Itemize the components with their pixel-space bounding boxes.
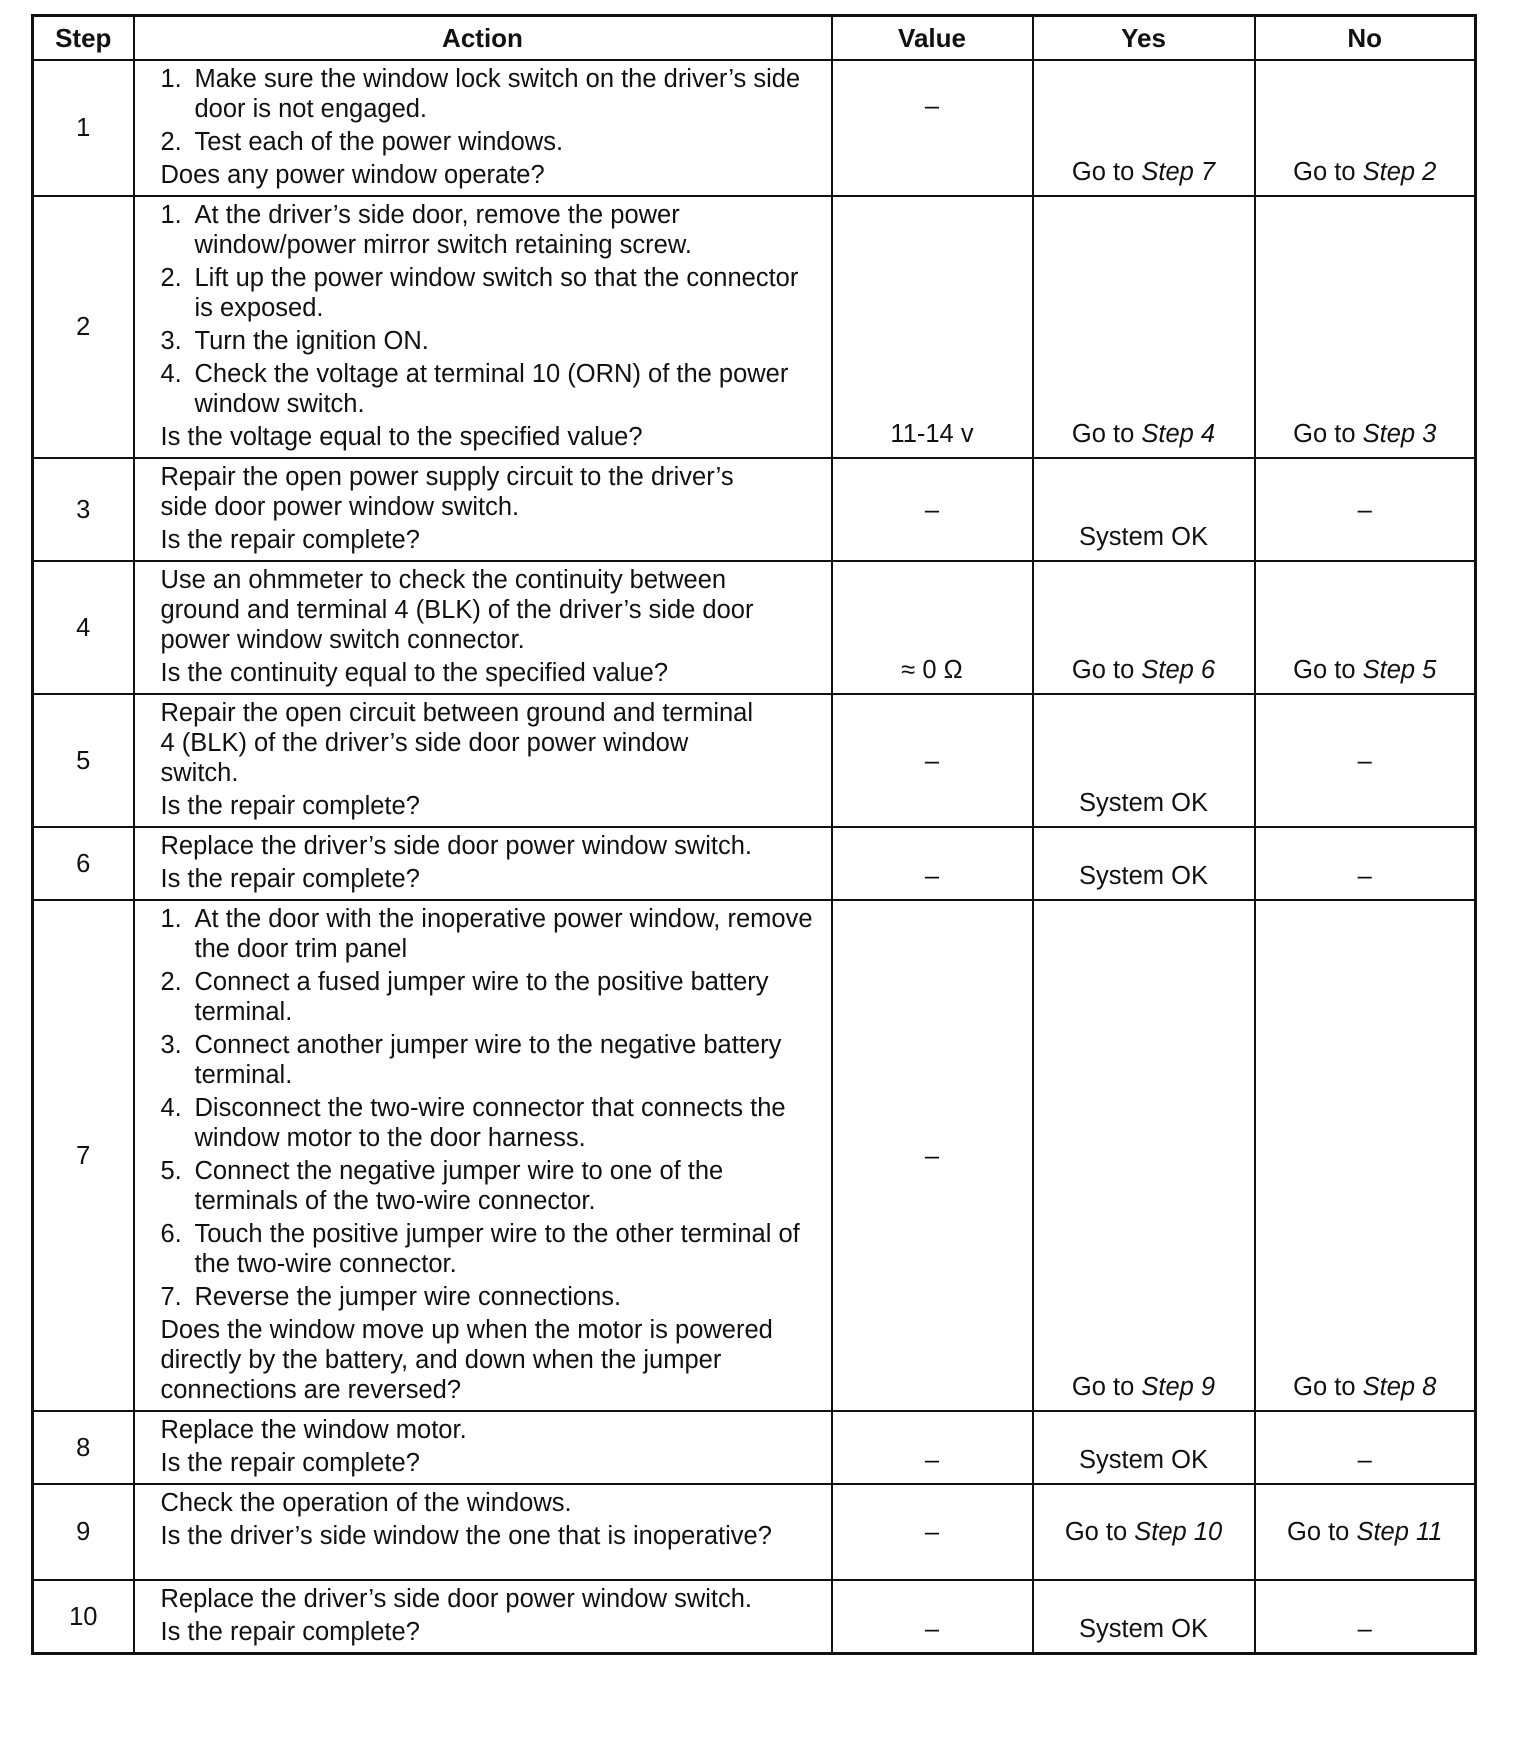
go-to-target-step: Step 2: [1362, 158, 1437, 186]
action-cell: [134, 1411, 832, 1484]
go-to-link[interactable]: [1293, 1373, 1436, 1401]
go-to-prefix: Go to: [1064, 1518, 1128, 1546]
yes-outcome-cell: [1033, 827, 1255, 900]
action-question: Does the window move up when the motor is powered directly by the battery, and down when the jumper connections are reversed?: [160, 1316, 773, 1404]
yes-outcome-cell: [1033, 561, 1255, 694]
spec-value: –: [832, 900, 1033, 1411]
troubleshooting-table: [31, 14, 1477, 1655]
action-question: Is the continuity equal to the specified value?: [160, 659, 668, 687]
action-step-item: [161, 263, 821, 323]
no-outcome-cell: [1255, 196, 1476, 458]
step-number: 10: [33, 1580, 134, 1654]
action-text-line: ground and terminal 4 (BLK) of the driver’s side door: [160, 596, 754, 624]
no-outcome-cell: [1255, 900, 1476, 1411]
spec-value: –: [832, 1484, 1033, 1580]
action-step-text: Make sure the window lock switch on the driver’s side door is not engaged.: [194, 65, 801, 123]
action-step-text: Turn the ignition ON.: [194, 327, 429, 355]
action-cell: [134, 694, 832, 827]
action-question: Is the repair complete?: [160, 526, 420, 554]
action-text-line: Repair the open circuit between ground and terminal: [160, 699, 754, 727]
step-number: 6: [33, 827, 134, 900]
go-to-link[interactable]: [1065, 1518, 1222, 1546]
action-step-text: Connect another jumper wire to the negative battery terminal.: [194, 1031, 782, 1089]
no-outcome-text: –: [1357, 1446, 1372, 1474]
action-step-text: Reverse the jumper wire connections.: [194, 1283, 622, 1311]
go-to-prefix: Go to: [1293, 420, 1356, 448]
go-to-target-step: Step 3: [1362, 420, 1437, 448]
action-step-number: 1.: [160, 201, 182, 229]
action-step-item: [161, 1093, 821, 1153]
go-to-target-step: Step 5: [1362, 656, 1437, 684]
action-cell: [134, 561, 832, 694]
go-to-target-step: Step 6: [1141, 656, 1216, 684]
table-row: [33, 561, 1476, 694]
action-cell: [134, 900, 832, 1411]
action-step-item: [161, 967, 821, 1027]
no-outcome-cell: [1255, 561, 1476, 694]
step-number: 2: [33, 196, 134, 458]
go-to-prefix: Go to: [1071, 1373, 1135, 1401]
action-cell: [134, 60, 832, 196]
yes-outcome-cell: [1033, 694, 1255, 827]
action-question: Is the voltage equal to the specified value?: [160, 423, 643, 451]
yes-outcome-cell: [1033, 196, 1255, 458]
go-to-link[interactable]: [1293, 420, 1436, 448]
yes-outcome-text: System OK: [1079, 789, 1208, 817]
action-step-item: [161, 127, 821, 157]
action-text-line: Use an ohmmeter to check the continuity between: [160, 566, 727, 594]
action-question: Is the repair complete?: [160, 792, 420, 820]
table-row: [33, 900, 1476, 1411]
spec-value: 11-14 v: [832, 196, 1033, 458]
step-number: 9: [33, 1484, 134, 1580]
go-to-link[interactable]: [1072, 656, 1215, 684]
table-row: [33, 1411, 1476, 1484]
table-body: [33, 60, 1476, 1654]
header-action: Action: [134, 16, 832, 61]
step-number: 7: [33, 900, 134, 1411]
spec-value: –: [832, 1411, 1033, 1484]
step-number: 4: [33, 561, 134, 694]
go-to-prefix: Go to: [1293, 656, 1356, 684]
action-step-number: 3.: [160, 327, 182, 355]
table-row: [33, 196, 1476, 458]
action-step-item: [161, 200, 821, 260]
yes-outcome-text: System OK: [1079, 862, 1208, 890]
header-value: Value: [832, 16, 1033, 61]
action-step-number: 4.: [160, 1094, 182, 1122]
no-outcome-cell: [1255, 60, 1476, 196]
action-question: Is the driver’s side window the one that is inoperative?: [160, 1522, 772, 1550]
action-question: Does any power window operate?: [160, 161, 545, 189]
action-cell: [134, 1580, 832, 1654]
action-step-text: Connect a fused jumper wire to the positive battery terminal.: [194, 968, 769, 1026]
action-step-item: [161, 1030, 821, 1090]
action-step-item: [161, 64, 821, 124]
action-steps-list: [161, 200, 821, 419]
action-step-text: Disconnect the two-wire connector that connects the window motor to the door harness.: [194, 1094, 786, 1152]
header-row: [33, 16, 1476, 61]
action-step-item: [161, 1156, 821, 1216]
action-step-number: 6.: [160, 1220, 182, 1248]
action-step-text: At the driver’s side door, remove the power window/power mirror switch retaining screw.: [194, 201, 692, 259]
go-to-prefix: Go to: [1287, 1518, 1350, 1546]
yes-outcome-cell: [1033, 1580, 1255, 1654]
table-row: [33, 1580, 1476, 1654]
action-cell: [134, 458, 832, 561]
action-text-line: Replace the driver’s side door power window switch.: [160, 832, 753, 860]
action-step-number: 2.: [160, 128, 182, 156]
step-number: 5: [33, 694, 134, 827]
no-outcome-cell: [1255, 694, 1476, 827]
action-text-line: side door power window switch.: [160, 493, 520, 521]
action-step-item: [161, 904, 821, 964]
go-to-prefix: Go to: [1293, 158, 1356, 186]
table-row: [33, 1484, 1476, 1580]
action-text-line: Check the operation of the windows.: [160, 1489, 572, 1517]
spec-value: –: [832, 458, 1033, 561]
action-step-number: 1.: [160, 905, 182, 933]
action-text-line: Replace the window motor.: [160, 1416, 467, 1444]
action-step-number: 5.: [160, 1157, 182, 1185]
action-step-text: At the door with the inoperative power window, remove the door trim panel: [194, 905, 813, 963]
yes-outcome-text: System OK: [1079, 1446, 1208, 1474]
yes-outcome-text: System OK: [1079, 523, 1208, 551]
go-to-link[interactable]: [1072, 1373, 1215, 1401]
spec-value: –: [832, 60, 1033, 196]
action-step-text: Connect the negative jumper wire to one of the terminals of the two-wire connector.: [194, 1157, 724, 1215]
action-text-line: power window switch connector.: [160, 626, 525, 654]
go-to-link[interactable]: [1293, 158, 1436, 186]
action-text-line: switch.: [160, 759, 239, 787]
yes-outcome-cell: [1033, 60, 1255, 196]
action-step-item: [161, 1219, 821, 1279]
yes-outcome-cell: [1033, 458, 1255, 561]
go-to-prefix: Go to: [1071, 656, 1135, 684]
step-number: 8: [33, 1411, 134, 1484]
step-number: 1: [33, 60, 134, 196]
table-row: [33, 60, 1476, 196]
go-to-prefix: Go to: [1071, 158, 1135, 186]
go-to-target-step: Step 9: [1141, 1373, 1216, 1401]
go-to-target-step: Step 8: [1362, 1373, 1437, 1401]
action-step-number: 4.: [160, 360, 182, 388]
go-to-link[interactable]: [1072, 158, 1215, 186]
action-step-number: 2.: [160, 264, 182, 292]
spec-value: –: [832, 1580, 1033, 1654]
action-step-text: Touch the positive jumper wire to the other terminal of the two-wire connector.: [194, 1220, 800, 1278]
go-to-link[interactable]: [1287, 1518, 1442, 1546]
action-step-text: Lift up the power window switch so that the connector is exposed.: [194, 264, 799, 322]
no-outcome-text: –: [1357, 1615, 1372, 1643]
go-to-prefix: Go to: [1071, 420, 1135, 448]
action-step-item: [161, 1282, 821, 1312]
spec-value: –: [832, 827, 1033, 900]
action-steps-list: [161, 904, 821, 1312]
action-text-line: 4 (BLK) of the driver’s side door power window: [160, 729, 689, 757]
yes-outcome-cell: [1033, 1484, 1255, 1580]
action-step-number: 1.: [160, 65, 182, 93]
no-outcome-cell: [1255, 1580, 1476, 1654]
troubleshooting-table-container: [31, 14, 1474, 1655]
spec-value: ≈ 0 Ω: [832, 561, 1033, 694]
go-to-target-step: Step 4: [1141, 420, 1216, 448]
header-yes: Yes: [1033, 16, 1255, 61]
action-cell: [134, 196, 832, 458]
action-step-number: 7.: [160, 1283, 182, 1311]
step-number: 3: [33, 458, 134, 561]
no-outcome-cell: [1255, 1484, 1476, 1580]
action-question: Is the repair complete?: [160, 865, 420, 893]
action-cell: [134, 827, 832, 900]
no-outcome-text: –: [1357, 495, 1372, 524]
no-outcome-cell: [1255, 827, 1476, 900]
go-to-target-step: Step 7: [1141, 158, 1216, 186]
action-step-item: [161, 326, 821, 356]
no-outcome-text: –: [1357, 746, 1372, 775]
spec-value: –: [832, 694, 1033, 827]
go-to-target-step: Step 10: [1134, 1518, 1223, 1546]
action-step-number: 2.: [160, 968, 182, 996]
action-text-line: Replace the driver’s side door power window switch.: [160, 1585, 753, 1613]
no-outcome-cell: [1255, 458, 1476, 561]
go-to-target-step: Step 11: [1356, 1518, 1443, 1546]
action-question: Is the repair complete?: [160, 1449, 420, 1477]
go-to-link[interactable]: [1293, 656, 1436, 684]
action-step-text: Test each of the power windows.: [194, 128, 564, 156]
yes-outcome-cell: [1033, 900, 1255, 1411]
go-to-link[interactable]: [1072, 420, 1215, 448]
table-row: [33, 827, 1476, 900]
no-outcome-text: –: [1357, 862, 1372, 890]
table-row: [33, 694, 1476, 827]
action-step-item: [161, 359, 821, 419]
action-steps-list: [161, 64, 821, 157]
table-row: [33, 458, 1476, 561]
header-step: Step: [33, 16, 134, 61]
action-step-number: 3.: [160, 1031, 182, 1059]
header-no: No: [1255, 16, 1476, 61]
yes-outcome-text: System OK: [1079, 1615, 1208, 1643]
action-cell: [134, 1484, 832, 1580]
no-outcome-cell: [1255, 1411, 1476, 1484]
action-text-line: Repair the open power supply circuit to the driver’s: [160, 463, 734, 491]
yes-outcome-cell: [1033, 1411, 1255, 1484]
action-question: Is the repair complete?: [160, 1618, 420, 1646]
go-to-prefix: Go to: [1293, 1373, 1356, 1401]
action-step-text: Check the voltage at terminal 10 (ORN) of the power window switch.: [194, 360, 789, 418]
